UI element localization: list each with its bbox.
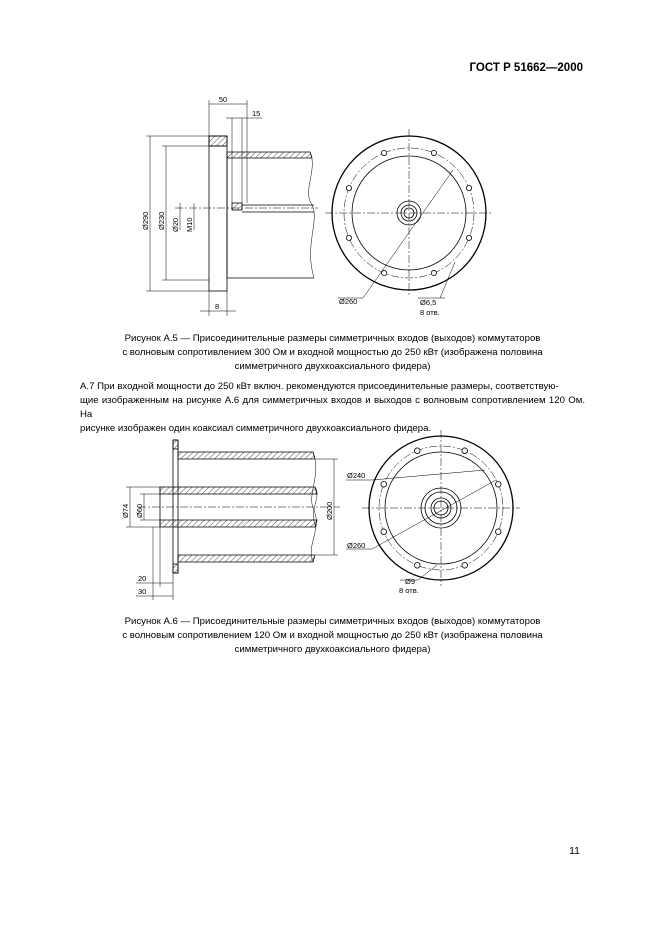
bolt-hole (382, 270, 387, 275)
fig-a6-inner-wall-top (160, 487, 317, 494)
fig-a5-dim-50: 50 (218, 95, 228, 104)
bolt-hole (381, 481, 387, 487)
document-id-header: ГОСТ Р 51662—2000 (469, 62, 583, 74)
page-number: 11 (569, 845, 580, 857)
bolt-hole (431, 270, 436, 275)
fig-a6-side-view (121, 440, 340, 600)
fig-a5-dim-290: Ø290 (141, 211, 150, 230)
fig-a6-front-view (346, 430, 520, 595)
fig-a5-dim-20: Ø20 (171, 217, 180, 232)
fig-a6-dim-200: Ø200 (325, 501, 334, 520)
fig-a6-flange (173, 440, 178, 573)
fig-a6-dim-240: Ø240 (347, 471, 366, 480)
fig-a5-side-view (141, 95, 318, 316)
figure-a6-caption: Рисунок А.6 — Присоединительные размеры симметричных входов (выходов) коммутаторов с волновым сопротивлением 120 Ом и входной мощностью до 250 кВт (изображена половина симметричного двухкоаксиального фидера) (122, 616, 543, 655)
fig-a5-tube-wall (227, 152, 312, 158)
bolt-hole (414, 448, 420, 454)
fig-a6-outer-wall-top (178, 452, 315, 459)
bolt-hole (462, 448, 468, 454)
fig-a6-dim-60: Ø60 (135, 503, 144, 518)
fig-a5-dim-8: 8 (215, 302, 220, 311)
fig-a5-dim-15: 15 (252, 109, 261, 118)
fig-a6-dim-260: Ø260 (347, 541, 366, 550)
bolt-hole (431, 150, 436, 155)
bolt-hole (346, 186, 351, 191)
paragraph-a7: А.7 При входной мощности до 250 кВт включ. рекомендуются присоединительные размеры, соответствую- щие изображенным на рисунке А.6 для симметричных входов и выходов с волновым сопротивлением 120 Ом. На рисунке изображен один коаксиал симметричного двухкоаксиального фидера. (80, 381, 585, 434)
fig-a5-dim-230: Ø230 (157, 211, 166, 230)
fig-a5-front-view (325, 129, 493, 317)
fig-a6-holes-count: 8 отв. (399, 586, 419, 595)
fig-a5-dim-260: Ø260 (339, 297, 358, 306)
bolt-hole (495, 481, 501, 487)
bolt-hole (462, 562, 468, 568)
bolt-hole (466, 186, 471, 191)
fig-a5-dim-m10: М10 (185, 217, 194, 232)
bolt-hole (495, 529, 501, 535)
bolt-hole (381, 529, 387, 535)
fig-a6-inner-wall-bottom (160, 520, 317, 527)
bolt-hole (382, 150, 387, 155)
fig-a5-dim-6-5: Ø6,5 (420, 298, 437, 307)
bolt-hole (346, 235, 351, 240)
bolt-hole (414, 562, 420, 568)
fig-a6-dim-9: Ø9 (405, 577, 416, 586)
fig-a5-inner-conductor (232, 203, 242, 210)
fig-a6-dim-74: Ø74 (121, 503, 130, 518)
fig-a6-outer-wall-bottom (178, 555, 315, 562)
bolt-hole (466, 235, 471, 240)
fig-a5-flange (209, 136, 227, 291)
figure-a5-caption: Рисунок А.5 — Присоединительные размеры симметричных входов (выходов) коммутаторов с волновым сопротивлением 300 Ом и входной мощностью до 250 кВт (изображена половина симметричного двухкоаксиального фидера) (122, 333, 543, 372)
fig-a6-dim-20: 20 (138, 574, 147, 583)
fig-a6-dim-30: 30 (138, 587, 147, 596)
fig-a5-holes-count: 8 отв. (420, 308, 440, 317)
